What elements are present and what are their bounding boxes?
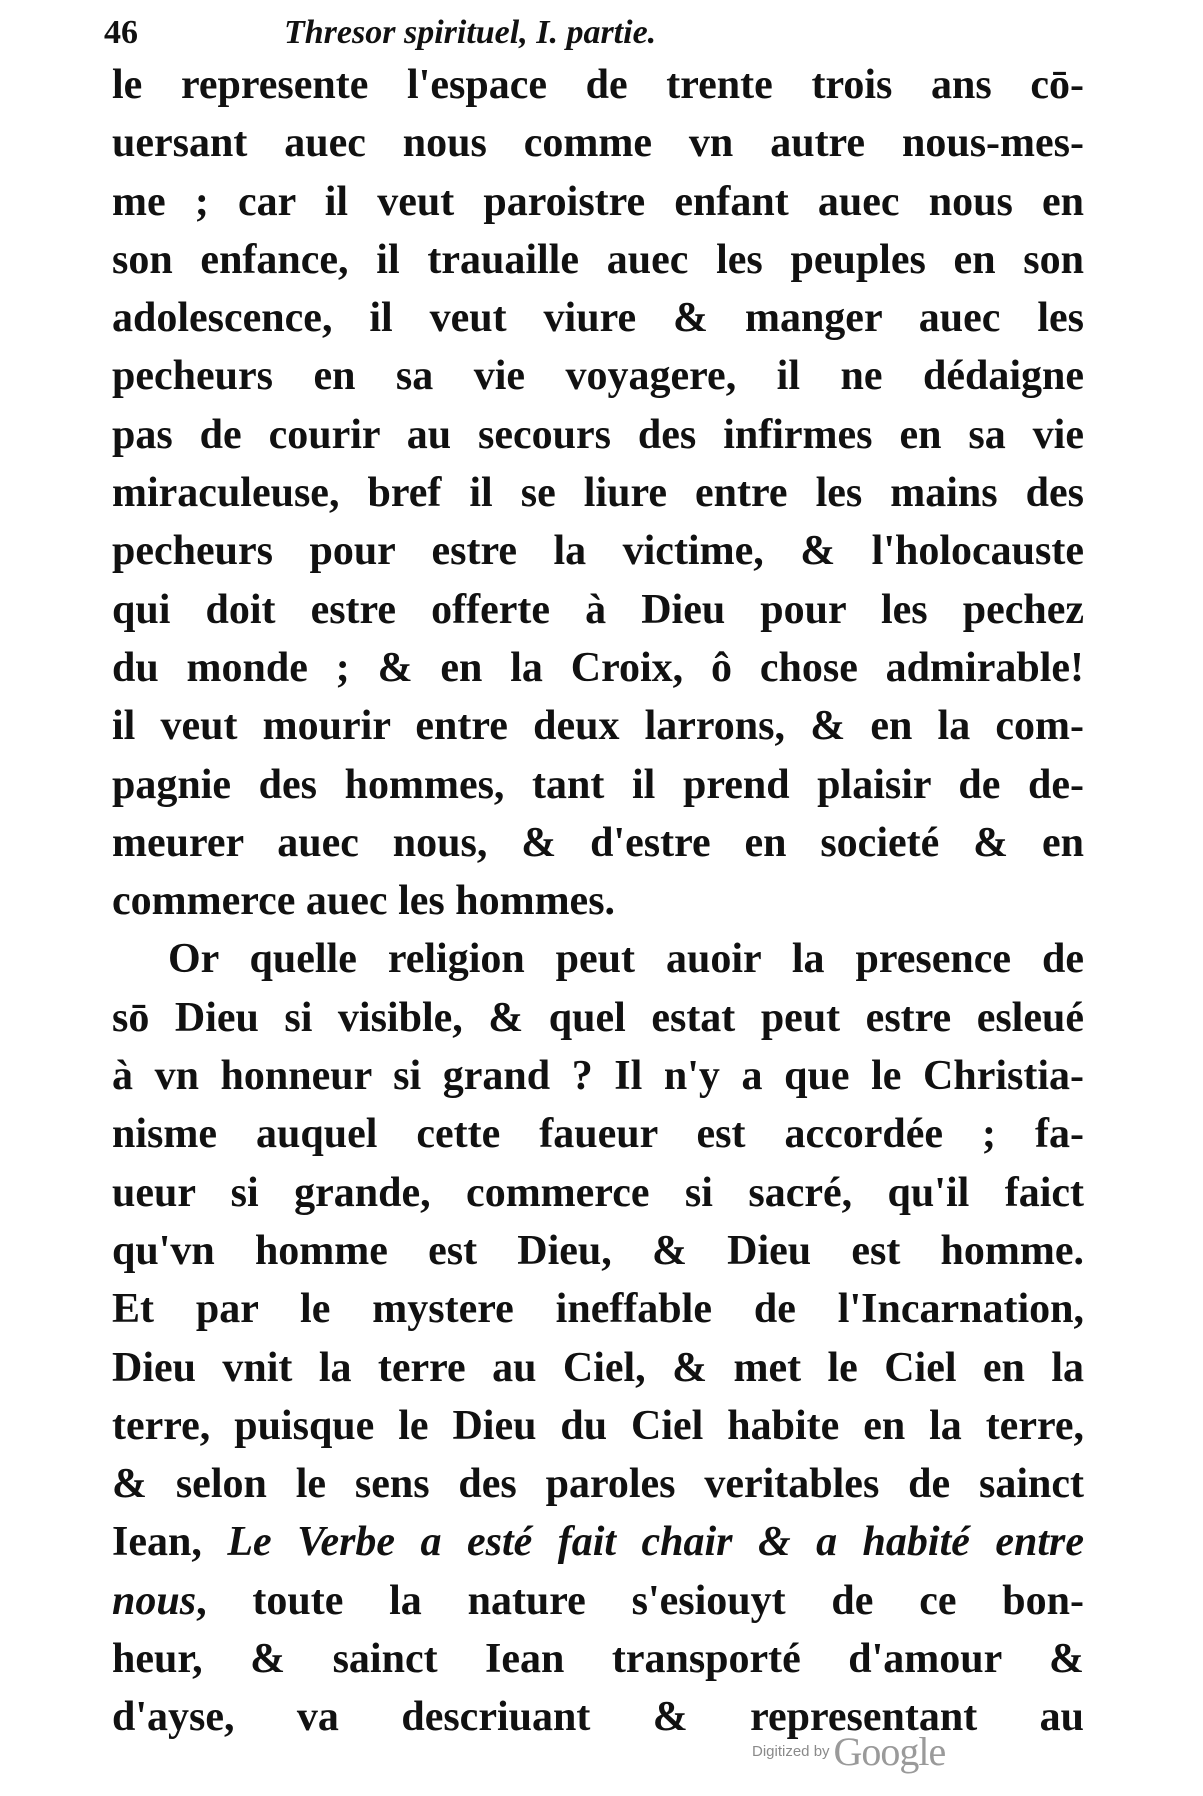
running-title: Thresor spirituel, I. partie. — [284, 14, 657, 51]
text-line: qu'vn homme est Dieu, & Dieu est homme. — [112, 1227, 1084, 1274]
text-line: Et par le mystere ineffable de l'Incarnation, — [112, 1286, 1084, 1333]
scripture-quote: Le Verbe a esté fait chair & a habité entre — [227, 1519, 1084, 1566]
text-line: pas de courir au secours des infirmes en sa vie — [112, 411, 1084, 458]
text-run: Iean, — [112, 1519, 202, 1566]
text-line: terre, puisque le Dieu du Ciel habite en la terre, — [112, 1402, 1084, 1449]
text-line: pecheurs en sa vie voyagere, il ne dédaigne — [112, 353, 1084, 400]
text-line: Or quelle religion peut auoir la presence de — [168, 936, 1084, 983]
text-run: , toute la nature s'esiouyt de ce bon- — [196, 1577, 1084, 1624]
credit-prefix: Digitized by — [752, 1743, 830, 1760]
page-body — [112, 56, 1084, 1747]
text-line: qui doit estre offerte à Dieu pour les pechez — [112, 586, 1084, 633]
text-line: pagnie des hommes, tant il prend plaisir de de- — [112, 761, 1084, 808]
text-line: pecheurs pour estre la victime, & l'holocauste — [112, 528, 1084, 575]
text-line: du monde ; & en la Croix, ô chose admirable! — [112, 644, 1084, 691]
text-line: me ; car il veut paroistre enfant auec nous en — [112, 178, 1084, 225]
text-line: & selon le sens des paroles veritables de sainct — [112, 1461, 1084, 1508]
text-line: le represente l'espace de trente trois ans cō- — [112, 62, 1084, 108]
text-line: nisme auquel cette faueur est accordée ; fa- — [112, 1111, 1084, 1158]
text-line: heur, & sainct Iean transporté d'amour & — [112, 1636, 1084, 1683]
text-line: à vn honneur si grand ? Il n'y a que le Christia- — [112, 1053, 1084, 1100]
text-line — [112, 1513, 1084, 1571]
text-line: sō Dieu si visible, & quel estat peut estre esleué — [112, 994, 1084, 1041]
page-number: 46 — [104, 14, 138, 51]
text-line: adolescence, il veut viure & manger auec les — [112, 295, 1084, 342]
text-line: il veut mourir entre deux larrons, & en la com- — [112, 703, 1084, 750]
text-line: commerce auec les hommes. — [112, 878, 616, 925]
digitization-credit — [752, 1728, 1012, 1772]
text-line: miraculeuse, bref il se liure entre les mains des — [112, 470, 1084, 517]
text-line: ueur si grande, commerce si sacré, qu'il faict — [112, 1169, 1084, 1216]
text-line: Dieu vnit la terre au Ciel, & met le Ciel en la — [112, 1344, 1084, 1391]
google-logo: Google — [833, 1729, 946, 1774]
text-line: son enfance, il trauaille auec les peuples en son — [112, 236, 1084, 283]
text-line: d'ayse, va descriuant & representant au — [112, 1694, 1084, 1741]
scripture-quote: nous — [112, 1577, 197, 1624]
text-line: uersant auec nous comme vn autre nous-mes- — [112, 120, 1084, 167]
text-line — [112, 1572, 1084, 1630]
page-header — [104, 14, 864, 60]
text-line: meurer auec nous, & d'estre en societé & en — [112, 819, 1084, 866]
